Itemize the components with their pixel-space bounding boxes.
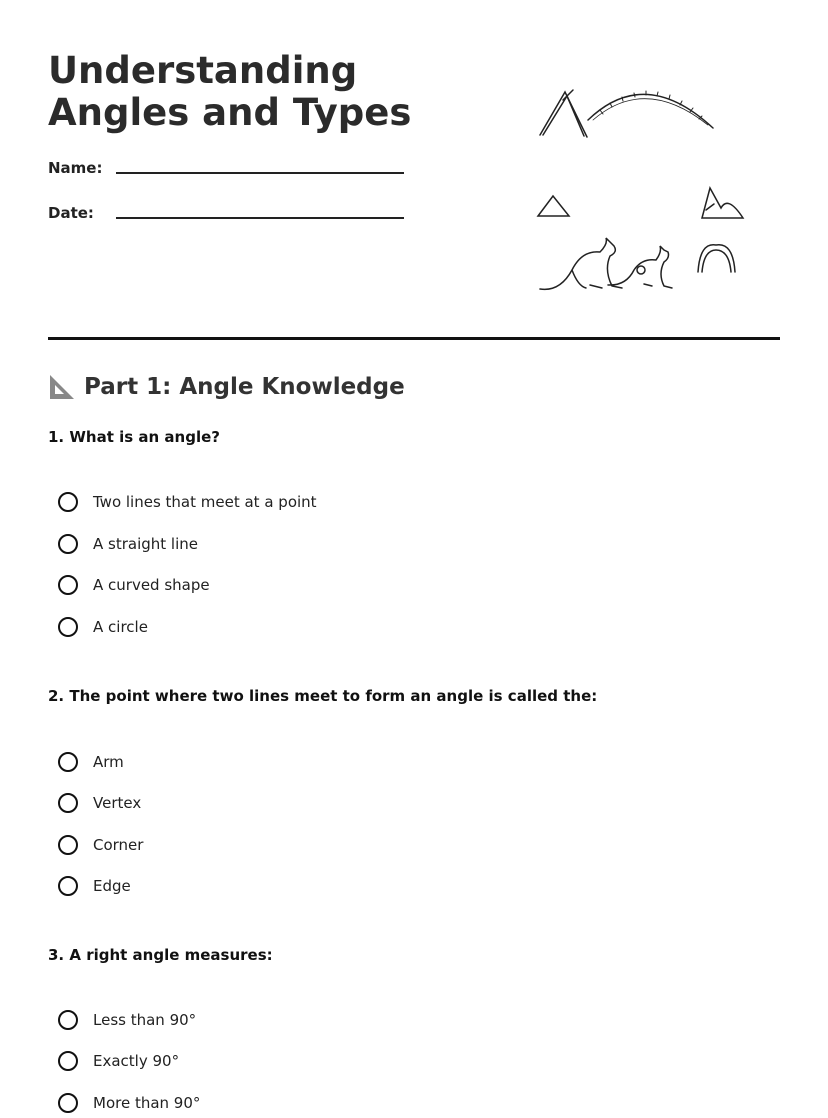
q1-option-4[interactable]	[58, 617, 148, 637]
set-square-icon	[48, 373, 76, 401]
q2-option-2[interactable]	[58, 793, 141, 813]
date-label: Date:	[48, 204, 94, 222]
option-label: Two lines that meet at a point	[93, 493, 317, 511]
geometry-clipart-image	[530, 80, 760, 300]
section-heading	[48, 373, 405, 401]
question-3: 3. A right angle measures:	[48, 946, 273, 964]
q3-option-1[interactable]	[58, 1010, 196, 1030]
q1-option-2[interactable]	[58, 534, 198, 554]
date-input-line[interactable]	[116, 217, 404, 219]
q2-option-3[interactable]	[58, 835, 143, 855]
q3-option-3[interactable]	[58, 1093, 200, 1113]
question-1: 1. What is an angle?	[48, 428, 220, 446]
radio-button[interactable]	[58, 1051, 78, 1071]
radio-button[interactable]	[58, 752, 78, 772]
name-field	[48, 159, 102, 177]
section-divider	[48, 337, 780, 340]
radio-button[interactable]	[58, 876, 78, 896]
option-label: Corner	[93, 836, 144, 854]
question-2: 2. The point where two lines meet to form an angle is called the:	[48, 687, 598, 705]
name-input-line[interactable]	[116, 172, 404, 174]
radio-button[interactable]	[58, 617, 78, 637]
radio-button[interactable]	[58, 793, 78, 813]
option-label: More than 90°	[93, 1094, 201, 1112]
q1-option-3[interactable]	[58, 575, 210, 595]
option-label: Arm	[93, 753, 124, 771]
option-label: Less than 90°	[93, 1011, 197, 1029]
option-label: A circle	[93, 618, 148, 636]
q2-option-4[interactable]	[58, 876, 131, 896]
option-label: A straight line	[93, 535, 198, 553]
option-label: Edge	[93, 877, 131, 895]
name-label: Name:	[48, 159, 103, 177]
option-label: Vertex	[93, 794, 142, 812]
q3-option-2[interactable]	[58, 1051, 179, 1071]
date-field	[48, 204, 94, 222]
radio-button[interactable]	[58, 534, 78, 554]
option-label: A curved shape	[93, 576, 210, 594]
radio-button[interactable]	[58, 835, 78, 855]
radio-button[interactable]	[58, 1093, 78, 1113]
radio-button[interactable]	[58, 1010, 78, 1030]
option-label: Exactly 90°	[93, 1052, 180, 1070]
radio-button[interactable]	[58, 575, 78, 595]
section-title: Part 1: Angle Knowledge	[84, 374, 405, 400]
radio-button[interactable]	[58, 492, 78, 512]
q2-option-1[interactable]	[58, 752, 124, 772]
q1-option-1[interactable]	[58, 492, 317, 512]
page-title: Understanding Angles and Types	[48, 49, 412, 134]
